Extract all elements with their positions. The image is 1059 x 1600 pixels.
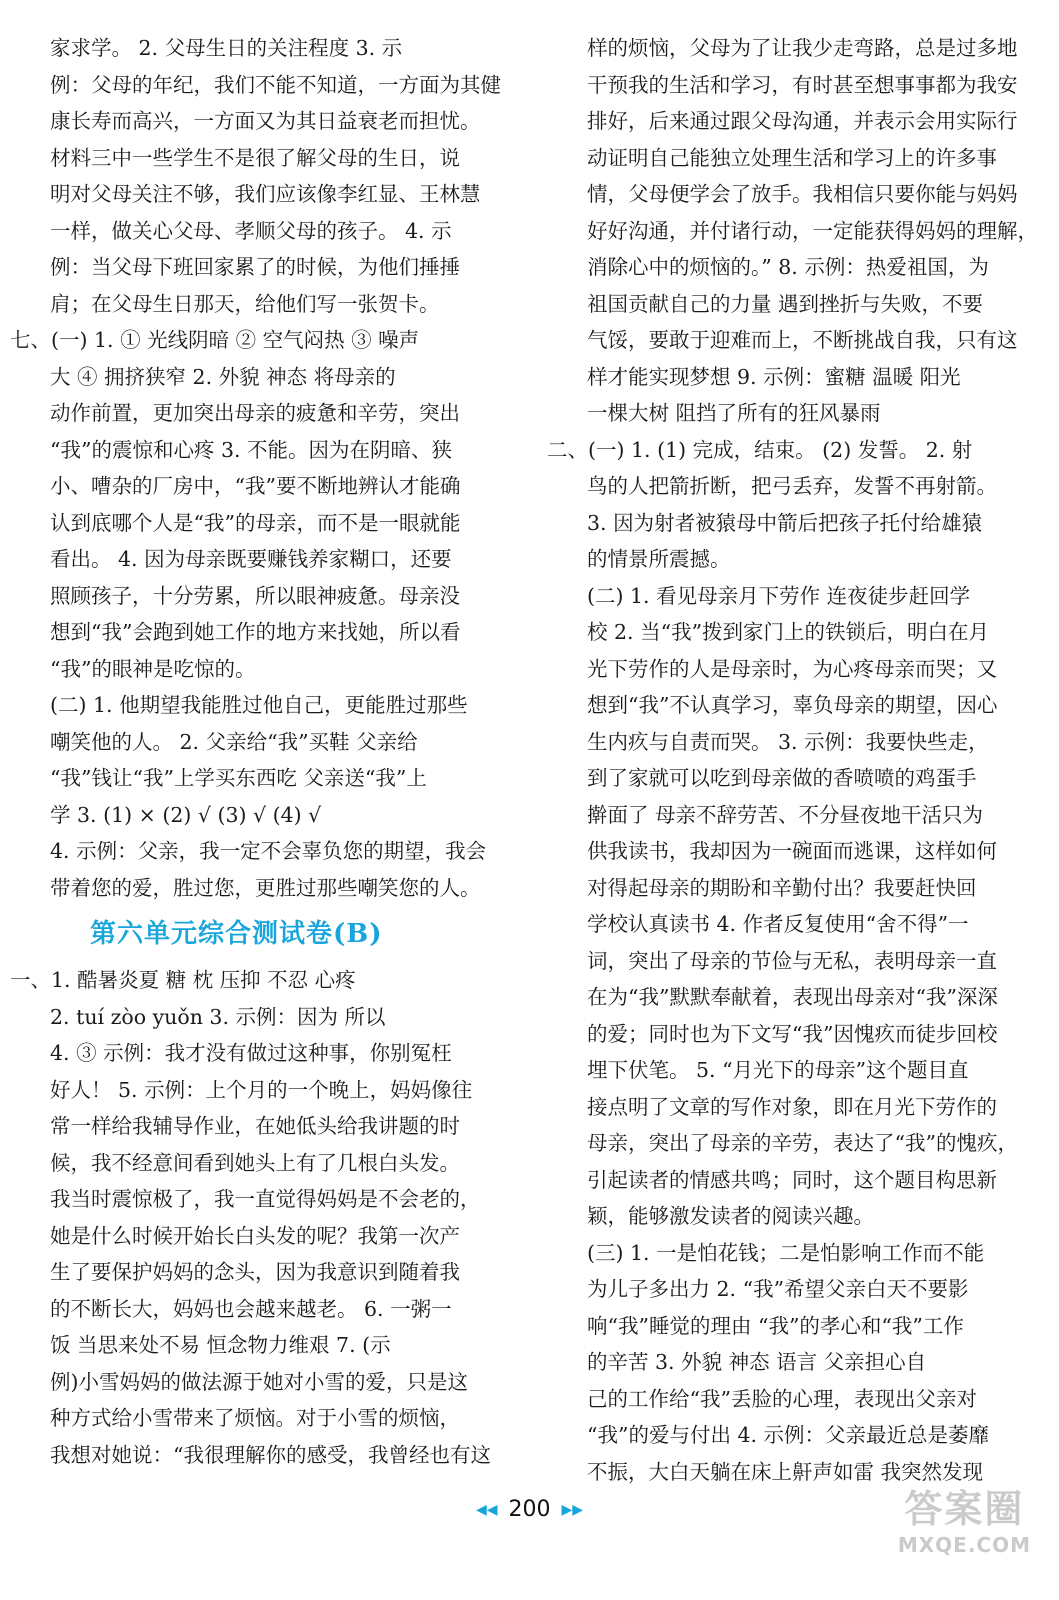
watermark-logo: [898, 1478, 1031, 1557]
watermark-url: MXQE.COM: [897, 1533, 1031, 1557]
next-arrows-icon: ▶▶: [561, 1502, 584, 1518]
prev-arrows-icon: ◀◀: [475, 1502, 498, 1518]
left-column: [10, 30, 502, 1473]
text-line: 词，突出了母亲的节俭与无私，表明母亲一直: [587, 948, 997, 973]
text-line: 我当时震惊极了，我一直觉得妈妈是不会老的，: [50, 1187, 481, 1211]
text-line: 看出。 4. 因为母亲既要赚钱养家糊口，还要: [50, 547, 452, 571]
text-line: 不振，大白天躺在床上鼾声如雷 我突然发现: [587, 1459, 984, 1484]
text-line: 在为“我”默默奉献着，表现出母亲对“我”深深: [587, 985, 998, 1009]
right-column: [547, 30, 1041, 1490]
text-line: 七、(一) 1. ① 光线阴暗 ② 空气闷热 ③ 噪声: [10, 328, 420, 352]
text-line: 二、(一) 1. (1) 完成，结束。 (2) 发誓。 2. 射: [547, 437, 973, 462]
text-line: 想到“我”不认真学习，辜负母亲的期望，因心: [587, 693, 998, 717]
text-line: 供我读书，我却因为一碗面而逃课，这样如何: [587, 839, 997, 863]
section-title: 第六单元综合测试卷(B): [90, 919, 383, 949]
text-line: 对得起母亲的期盼和辛勤付出？我要赶快回: [587, 875, 977, 900]
text-line: 嘲笑他的人。 2. 父亲给“我”买鞋 父亲给: [50, 729, 418, 754]
text-line: 的爱；同时也为下文写“我”因愧疚而徒步回校: [587, 1021, 998, 1046]
text-line: 样的烦恼，父母为了让我少走弯路，总是过多地: [587, 36, 1018, 60]
text-line: 一棵大树 阻挡了所有的狂风暴雨: [587, 401, 881, 425]
text-line: (二) 1. 看见母亲月下劳作 连夜徒步赶回学: [587, 583, 971, 608]
text-line: 的辛苦 3. 外貌 神态 语言 父亲担心自: [587, 1350, 927, 1374]
page-number: 200: [508, 1497, 551, 1522]
text-line: 3. 因为射者被猿母中箭后把孩子托付给雄猿: [587, 510, 983, 535]
text-line: 饭 当思来处不易 恒念物力维艰 7. (示: [50, 1333, 391, 1357]
text-line: 2. tuí zòo yuǒn 3. 示例：因为 所以: [50, 1004, 386, 1029]
text-line: 引起读者的情感共鸣；同时，这个题目构思新: [587, 1167, 997, 1192]
text-line: 一、1. 酷暑炎夏 糖 枕 压抑 不忍 心疼: [10, 968, 356, 992]
text-line: 生了要保护妈妈的念头，因为我意识到随着我: [50, 1260, 460, 1284]
text-line: 接点明了文章的写作对象，即在月光下劳作的: [587, 1094, 997, 1119]
text-line: 她是什么时候开始长白头发的呢？我第一次产: [50, 1223, 460, 1248]
text-line: 为儿子多出力 2. “我”希望父亲白天不要影: [587, 1277, 969, 1301]
text-line: 动作前置，更加突出母亲的疲惫和辛劳，突出: [50, 401, 460, 425]
text-line: 光下劳作的人是母亲时，为心疼母亲而哭；又: [587, 656, 997, 681]
text-line: “我”的眼神是吃惊的。: [50, 656, 256, 681]
text-line: 种方式给小雪带来了烦恼。对于小雪的烦恼，: [50, 1406, 460, 1430]
text-line: 生内疚与自责而哭。 3. 示例：我要快些走，: [587, 729, 989, 754]
text-line: 材料三中一些学生不是很了解父母的生日，说: [50, 145, 460, 170]
text-line: 认到底哪个人是“我”的母亲，而不是一眼就能: [50, 510, 461, 535]
text-line: 的情景所震撼。: [587, 547, 731, 571]
text-line: 康长寿而高兴，一方面又为其日益衰老而担忧。: [50, 109, 481, 133]
text-line: 大 ④ 拥挤狭窄 2. 外貌 神态 将母亲的: [50, 364, 396, 389]
text-line: 照顾孩子，十分劳累，所以眼神疲惫。母亲没: [50, 583, 460, 608]
text-line: 校 2. 当“我”拨到家门上的铁锁后，明白在月: [587, 620, 990, 644]
text-line: “我”钱让“我”上学买东西吃 父亲送“我”上: [50, 766, 427, 790]
text-line: 的不断长大，妈妈也会越来越老。 6. 一粥一: [50, 1296, 452, 1321]
text-line: 一样，做关心父母、孝顺父母的孩子。 4. 示: [50, 218, 452, 243]
text-line: 气馁，要敢于迎难而上，不断挑战自我，只有这: [587, 328, 1018, 352]
text-line: 好好沟通，并付诸行动，一定能获得妈妈的理解，: [587, 218, 1038, 243]
text-line: (三) 1. 一是怕花钱；二是怕影响工作而不能: [587, 1240, 985, 1265]
text-line: (二) 1. 他期望我能胜过他自己，更能胜过那些: [50, 693, 468, 717]
text-line: 肩；在父母生日那天，给他们写一张贺卡。: [50, 291, 440, 316]
text-line: “我”的爱与付出 4. 示例：父亲最近总是萎靡: [587, 1423, 990, 1447]
text-line: 小、嘈杂的厂房中，“我”要不断地辨认才能确: [50, 474, 461, 498]
text-line: 己的工作给“我”丢脸的心理，表现出父亲对: [587, 1386, 977, 1411]
text-line: 埋下伏笔。 5. “月光下的母亲”这个题目直: [587, 1058, 969, 1082]
text-line: 祖国贡献自己的力量 遇到挫折与失败，不要: [587, 291, 984, 316]
text-line: 例)小雪妈妈的做法源于她对小雪的爱，只是这: [50, 1369, 468, 1394]
text-line: 干预我的生活和学习，有时甚至想事事都为我安: [587, 72, 1018, 97]
text-line: 学校认真读书 4. 作者反复使用“舍不得”一: [587, 912, 969, 936]
text-line: 擀面了 母亲不辞劳苦、不分昼夜地干活只为: [587, 802, 984, 827]
text-line: 颖，能够激发读者的阅读兴趣。: [587, 1204, 874, 1228]
text-line: 排好，后来通过跟父母沟通，并表示会用实际行: [587, 109, 1018, 133]
text-line: 4. 示例：父亲，我一定不会辜负您的期望，我会: [50, 839, 487, 863]
text-line: 家求学。 2. 父母生日的关注程度 3. 示: [50, 36, 403, 60]
text-line: “我”的震惊和心疼 3. 不能。因为在阴暗、狭: [50, 437, 453, 462]
text-line: 带着您的爱，胜过您，更胜过那些嘲笑您的人。: [50, 875, 481, 900]
text-line: 常一样给我辅导作业，在她低头给我讲题的时: [50, 1114, 460, 1138]
text-line: 到了家就可以吃到母亲做的香喷喷的鸡蛋手: [587, 766, 977, 790]
text-line: 响“我”睡觉的理由 “我”的孝心和“我”工作: [587, 1313, 964, 1338]
text-line: 4. ③ 示例：我才没有做过这种事，你别冤枉: [50, 1041, 452, 1065]
text-line: 想到“我”会跑到她工作的地方来找她，所以看: [50, 620, 461, 644]
text-line: 情，父母便学会了放手。我相信只要你能与妈妈: [587, 182, 1018, 206]
watermark-text: 答案圈: [904, 1487, 1025, 1531]
text-line: 学 3. (1) × (2) √ (3) √ (4) √: [50, 802, 322, 827]
text-line: 例：父母的年纪，我们不能不知道，一方面为其健: [50, 72, 501, 97]
text-line: 我想对她说：“我很理解你的感受，我曾经也有这: [50, 1442, 491, 1467]
text-line: 候，我不经意间看到她头上有了几根白头发。: [50, 1150, 460, 1175]
text-line: 好人！ 5. 示例：上个月的一个晚上，妈妈像往: [50, 1077, 473, 1102]
text-line: 明对父母关注不够，我们应该像李红显、王林慧: [50, 182, 481, 206]
text-line: 鸟的人把箭折断，把弓丢弃，发誓不再射箭。: [587, 474, 997, 498]
text-line: 母亲，突出了母亲的辛劳，表达了“我”的愧疚，: [587, 1131, 1018, 1155]
text-line: 例：当父母下班回家累了的时候，为他们捶捶: [50, 255, 460, 279]
text-line: 样才能实现梦想 9. 示例：蜜糖 温暖 阳光: [587, 364, 961, 389]
text-line: 动证明自己能独立处理生活和学习上的许多事: [587, 145, 997, 170]
text-line: 消除心中的烦恼的。” 8. 示例：热爱祖国，为: [587, 255, 989, 279]
